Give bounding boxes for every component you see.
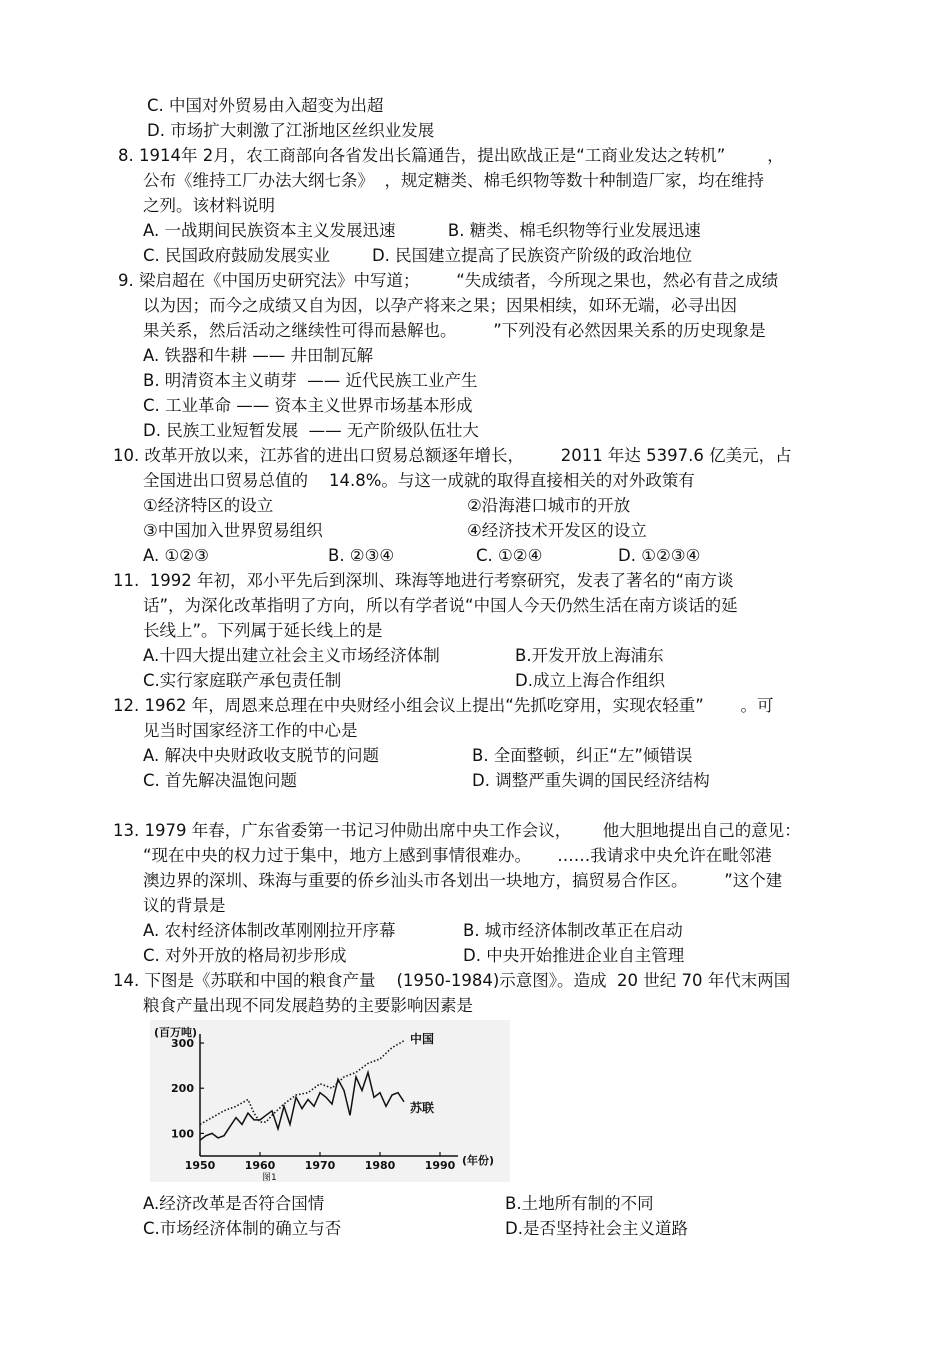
q13-option-b: B. 城市经济体制改革正在启动 xyxy=(463,921,683,940)
q10-stem-line1: 10. 改革开放以来，江苏省的进出口贸易总额逐年增长， 2011 年达 5397.6 亿美元，占 xyxy=(113,446,792,465)
q13-stem-line2: “现在中央的权力过于集中，地方上感到事情很难办。 ……我请求中央允许在毗邻港 xyxy=(143,846,772,865)
x-tick-label: 1990 xyxy=(424,1159,456,1172)
q13-option-d: D. 中央开始推进企业自主管理 xyxy=(463,946,685,965)
q11-stem-line3: 长线上”。下列属于延长线上的是 xyxy=(143,621,383,640)
series-line-ussr xyxy=(200,1072,404,1140)
q14-stem-line2: 粮食产量出现不同发展趋势的主要影响因素是 xyxy=(143,996,473,1015)
y-tick-label: 100 xyxy=(171,1127,194,1141)
q12-option-d: D. 调整严重失调的国民经济结构 xyxy=(472,771,710,790)
y-tick-label: 200 xyxy=(171,1082,194,1096)
q10-item-2: ②沿海港口城市的开放 xyxy=(467,496,631,515)
y-axis-label: (百万吨) xyxy=(154,1026,198,1039)
q9-stem-line3: 果关系，然后活动之继续性可得而悬解也。 ”下列没有必然因果关系的历史现象是 xyxy=(143,321,766,340)
q14-stem-line1: 14. 下图是《苏联和中国的粮食产量 (1950-1984)示意图》。造成 20 世纪 70 年代末两国 xyxy=(113,971,791,990)
q12-option-a: A. 解决中央财政收支脱节的问题 xyxy=(143,746,379,765)
series-line-china xyxy=(200,1041,404,1125)
q12-stem-line2: 见当时国家经济工作的中心是 xyxy=(143,721,358,740)
q9-stem-line2: 以为因；而今之成绩又自为因，以孕产将来之果；因果相续，如环无端，必寻出因 xyxy=(143,296,737,315)
q13-option-c: C. 对外开放的格局初步形成 xyxy=(143,946,347,965)
q13-stem-line4: 议的背景是 xyxy=(143,896,226,915)
x-axis-label: (年份) xyxy=(462,1154,495,1167)
q10-item-1: ①经济特区的设立 xyxy=(143,496,274,515)
q8-options-ab: A. 一战期间民族资本主义发展迅速 B. 糖类、棉毛织物等行业发展迅速 xyxy=(143,221,701,240)
q13-stem-line1: 13. 1979 年春，广东省委第一书记习仲勋出席中央工作会议， 他大胆地提出自己的意见： xyxy=(113,821,801,840)
y-tick-label: 300 xyxy=(171,1037,194,1051)
q13-stem-line3: 澳边界的深圳、珠海与重要的侨乡汕头市各划出一块地方，搞贸易合作区。 ”这个建 xyxy=(143,871,783,890)
q14-option-d: D.是否坚持社会主义道路 xyxy=(505,1219,688,1238)
q9-option-c: C. 工业革命 —— 资本主义世界市场基本形成 xyxy=(143,396,473,415)
q12-stem-line1: 12. 1962 年，周恩来总理在中央财经小组会议上提出“先抓吃穿用，实现农轻重” 。可 xyxy=(113,696,774,715)
q7-option-c: C. 中国对外贸易由入超变为出超 xyxy=(147,96,384,115)
x-tick-label: 1950 xyxy=(184,1159,216,1172)
q8-stem-line2: 公布《维持工厂办法大纲七条》 ，规定糖类、棉毛织物等数十种制造厂家，均在维持 xyxy=(143,171,764,190)
q11-stem-line2: 话”，为深化改革指明了方向，所以有学者说“中国人今天仍然生活在南方谈话的延 xyxy=(143,596,738,615)
q10-option-c: C. ①②④ xyxy=(476,546,543,565)
q11-option-d: D.成立上海合作组织 xyxy=(515,671,665,690)
x-tick-label: 1970 xyxy=(304,1159,336,1172)
q10-option-b: B. ②③④ xyxy=(328,546,395,565)
q13-option-a: A. 农村经济体制改革刚刚拉开序幕 xyxy=(143,921,396,940)
chart-canvas xyxy=(150,1020,510,1182)
q11-option-b: B.开发开放上海浦东 xyxy=(515,646,664,665)
grain-output-chart xyxy=(150,1020,510,1182)
q14-option-a: A.经济改革是否符合国情 xyxy=(143,1194,325,1213)
q11-option-c: C.实行家庭联产承包责任制 xyxy=(143,671,342,690)
q8-stem-line1: 8. 1914年 2月，农工商部向各省发出长篇通告，提出欧战正是“工商业发达之转机” ， xyxy=(118,146,784,165)
q14-option-c: C.市场经济体制的确立与否 xyxy=(143,1219,342,1238)
q12-option-b: B. 全面整顿，纠正“左”倾错误 xyxy=(472,746,693,765)
q10-item-4: ④经济技术开发区的设立 xyxy=(467,521,647,540)
q9-option-d: D. 民族工业短暂发展 —— 无产阶级队伍壮大 xyxy=(143,421,479,440)
q8-stem-line3: 之列。该材料说明 xyxy=(143,196,275,215)
q10-option-d: D. ①②③④ xyxy=(618,546,701,565)
q11-stem-line1: 11. 1992 年初，邓小平先后到深圳、珠海等地进行考察研究，发表了著名的“南方谈 xyxy=(113,571,734,590)
x-tick-label: 1960 xyxy=(244,1159,276,1172)
q9-option-b: B. 明清资本主义萌芽 —— 近代民族工业产生 xyxy=(143,371,478,390)
q11-option-a: A.十四大提出建立社会主义市场经济体制 xyxy=(143,646,440,665)
figure-caption: 图1 xyxy=(262,1173,277,1182)
series-label-china: 中国 xyxy=(410,1031,435,1046)
q9-stem-line1: 9. 梁启超在《中国历史研究法》中写道； “失成绩者，今所现之果也，然必有昔之成绩 xyxy=(118,271,779,290)
q9-option-a: A. 铁器和牛耕 —— 井田制瓦解 xyxy=(143,346,373,365)
series-label-ussr: 苏联 xyxy=(410,1100,435,1115)
q10-stem-line2: 全国进出口贸易总值的 14.8%。与这一成就的取得直接相关的对外政策有 xyxy=(143,471,695,490)
q10-option-a: A. ①②③ xyxy=(143,546,209,565)
q14-option-b: B.土地所有制的不同 xyxy=(505,1194,654,1213)
q8-options-cd: C. 民国政府鼓励发展实业 D. 民国建立提高了民族资产阶级的政治地位 xyxy=(143,246,693,265)
q12-option-c: C. 首先解决温饱问题 xyxy=(143,771,298,790)
q7-option-d: D. 市场扩大刺激了江浙地区丝织业发展 xyxy=(147,121,435,140)
x-tick-label: 1980 xyxy=(364,1159,396,1172)
q10-item-3: ③中国加入世界贸易组织 xyxy=(143,521,323,540)
